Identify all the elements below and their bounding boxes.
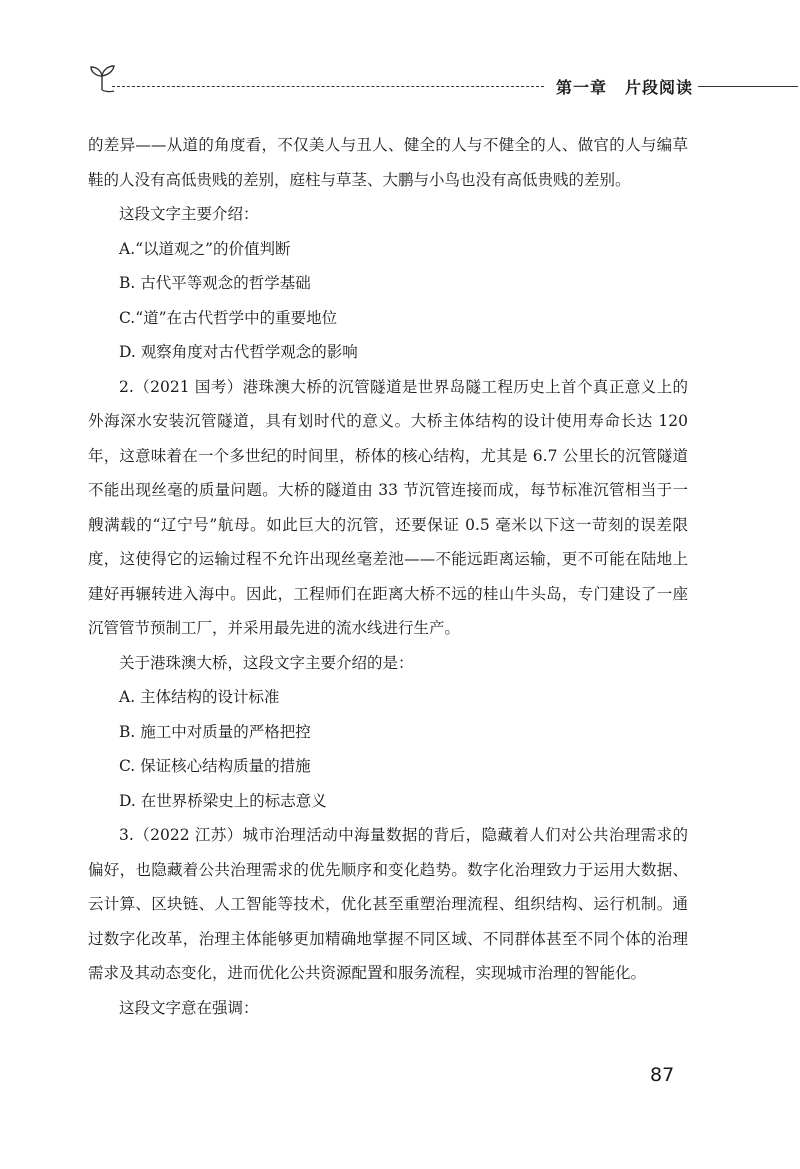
q1-option-b: B. 古代平等观念的哲学基础 (119, 274, 311, 292)
page-header (0, 0, 800, 110)
q1-option-d: D. 观察角度对古代哲学观念的影响 (119, 343, 358, 361)
q1-option-a: A.“以道观之”的价值判断 (119, 239, 291, 258)
header-rule-right (698, 86, 798, 87)
q2-option-a: A. 主体结构的设计标准 (119, 688, 280, 706)
continued-paragraph: 的差异——从道的角度看，不仅美人与丑人、健全的人与不健全的人、做官的人与编草鞋的人没有高低贵贱的差别，庭柱与草茎、大鹏与小鸟也没有高低贵贱的差别。 (88, 136, 688, 189)
header-rule-left (112, 86, 544, 87)
q3-stem: 这段文字意在强调： (119, 998, 259, 1017)
q2-passage: 2.（2021 国考）港珠澳大桥的沉管隧道是世界岛隧工程历史上首个真正意义上的外海深水安装沉管隧道，具有划时代的意义。大桥主体结构的设计使用寿命长达 120 年，这意味着在一个多世纪的时间里，桥体的核心结构，尤其是 6.7 公里长的沉管隧道不能出现丝毫的质量问题。大桥的隧道由 33 节沉管连接而成，每节标准沉管相当于一艘满载的“辽宁号”航母。如此巨大的沉管，还要保证 0.5 毫米以下这一苛刻的误差限度，这使得它的运输过程不允许出现丝毫差池——不能远距离运输，更不可能在陆地上建好再辗转进入海中。因此，工程师们在距离大桥不远的桂山牛头岛，专门建设了一座沉管管节预制工厂，并采用最先进的流水线进行生产。 (88, 377, 688, 637)
q2-stem: 关于港珠澳大桥，这段文字主要介绍的是： (119, 653, 414, 672)
q1-option-c: C.“道”在古代哲学中的重要地位 (119, 308, 338, 327)
chapter-number: 第一章 (556, 78, 608, 97)
q1-stem: 这段文字主要介绍： (119, 205, 259, 223)
q2-option-d: D. 在世界桥梁史上的标志意义 (119, 791, 327, 810)
chapter-heading (556, 75, 693, 98)
q2-option-c: C. 保证核心结构质量的措施 (119, 757, 311, 775)
chapter-title: 片段阅读 (625, 78, 694, 97)
sprout-icon (88, 62, 118, 94)
page-body (88, 128, 688, 1025)
q3-passage: 3.（2022 江苏）城市治理活动中海量数据的背后，隐藏着人们对公共治理需求的偏好，也隐藏着公共治理需求的优先顺序和变化趋势。数字化治理致力于运用大数据、云计算、区块链、人工智能等技术，优化甚至重塑治理流程、组织结构、运行机制。通过数字化改革，治理主体能够更加精确地掌握不同区域、不同群体甚至不同个体的治理需求及其动态变化，进而优化公共资源配置和服务流程，实现城市治理的智能化。 (88, 826, 688, 982)
page-number: 87 (650, 1064, 675, 1086)
q2-option-b: B. 施工中对质量的严格把控 (119, 722, 311, 741)
